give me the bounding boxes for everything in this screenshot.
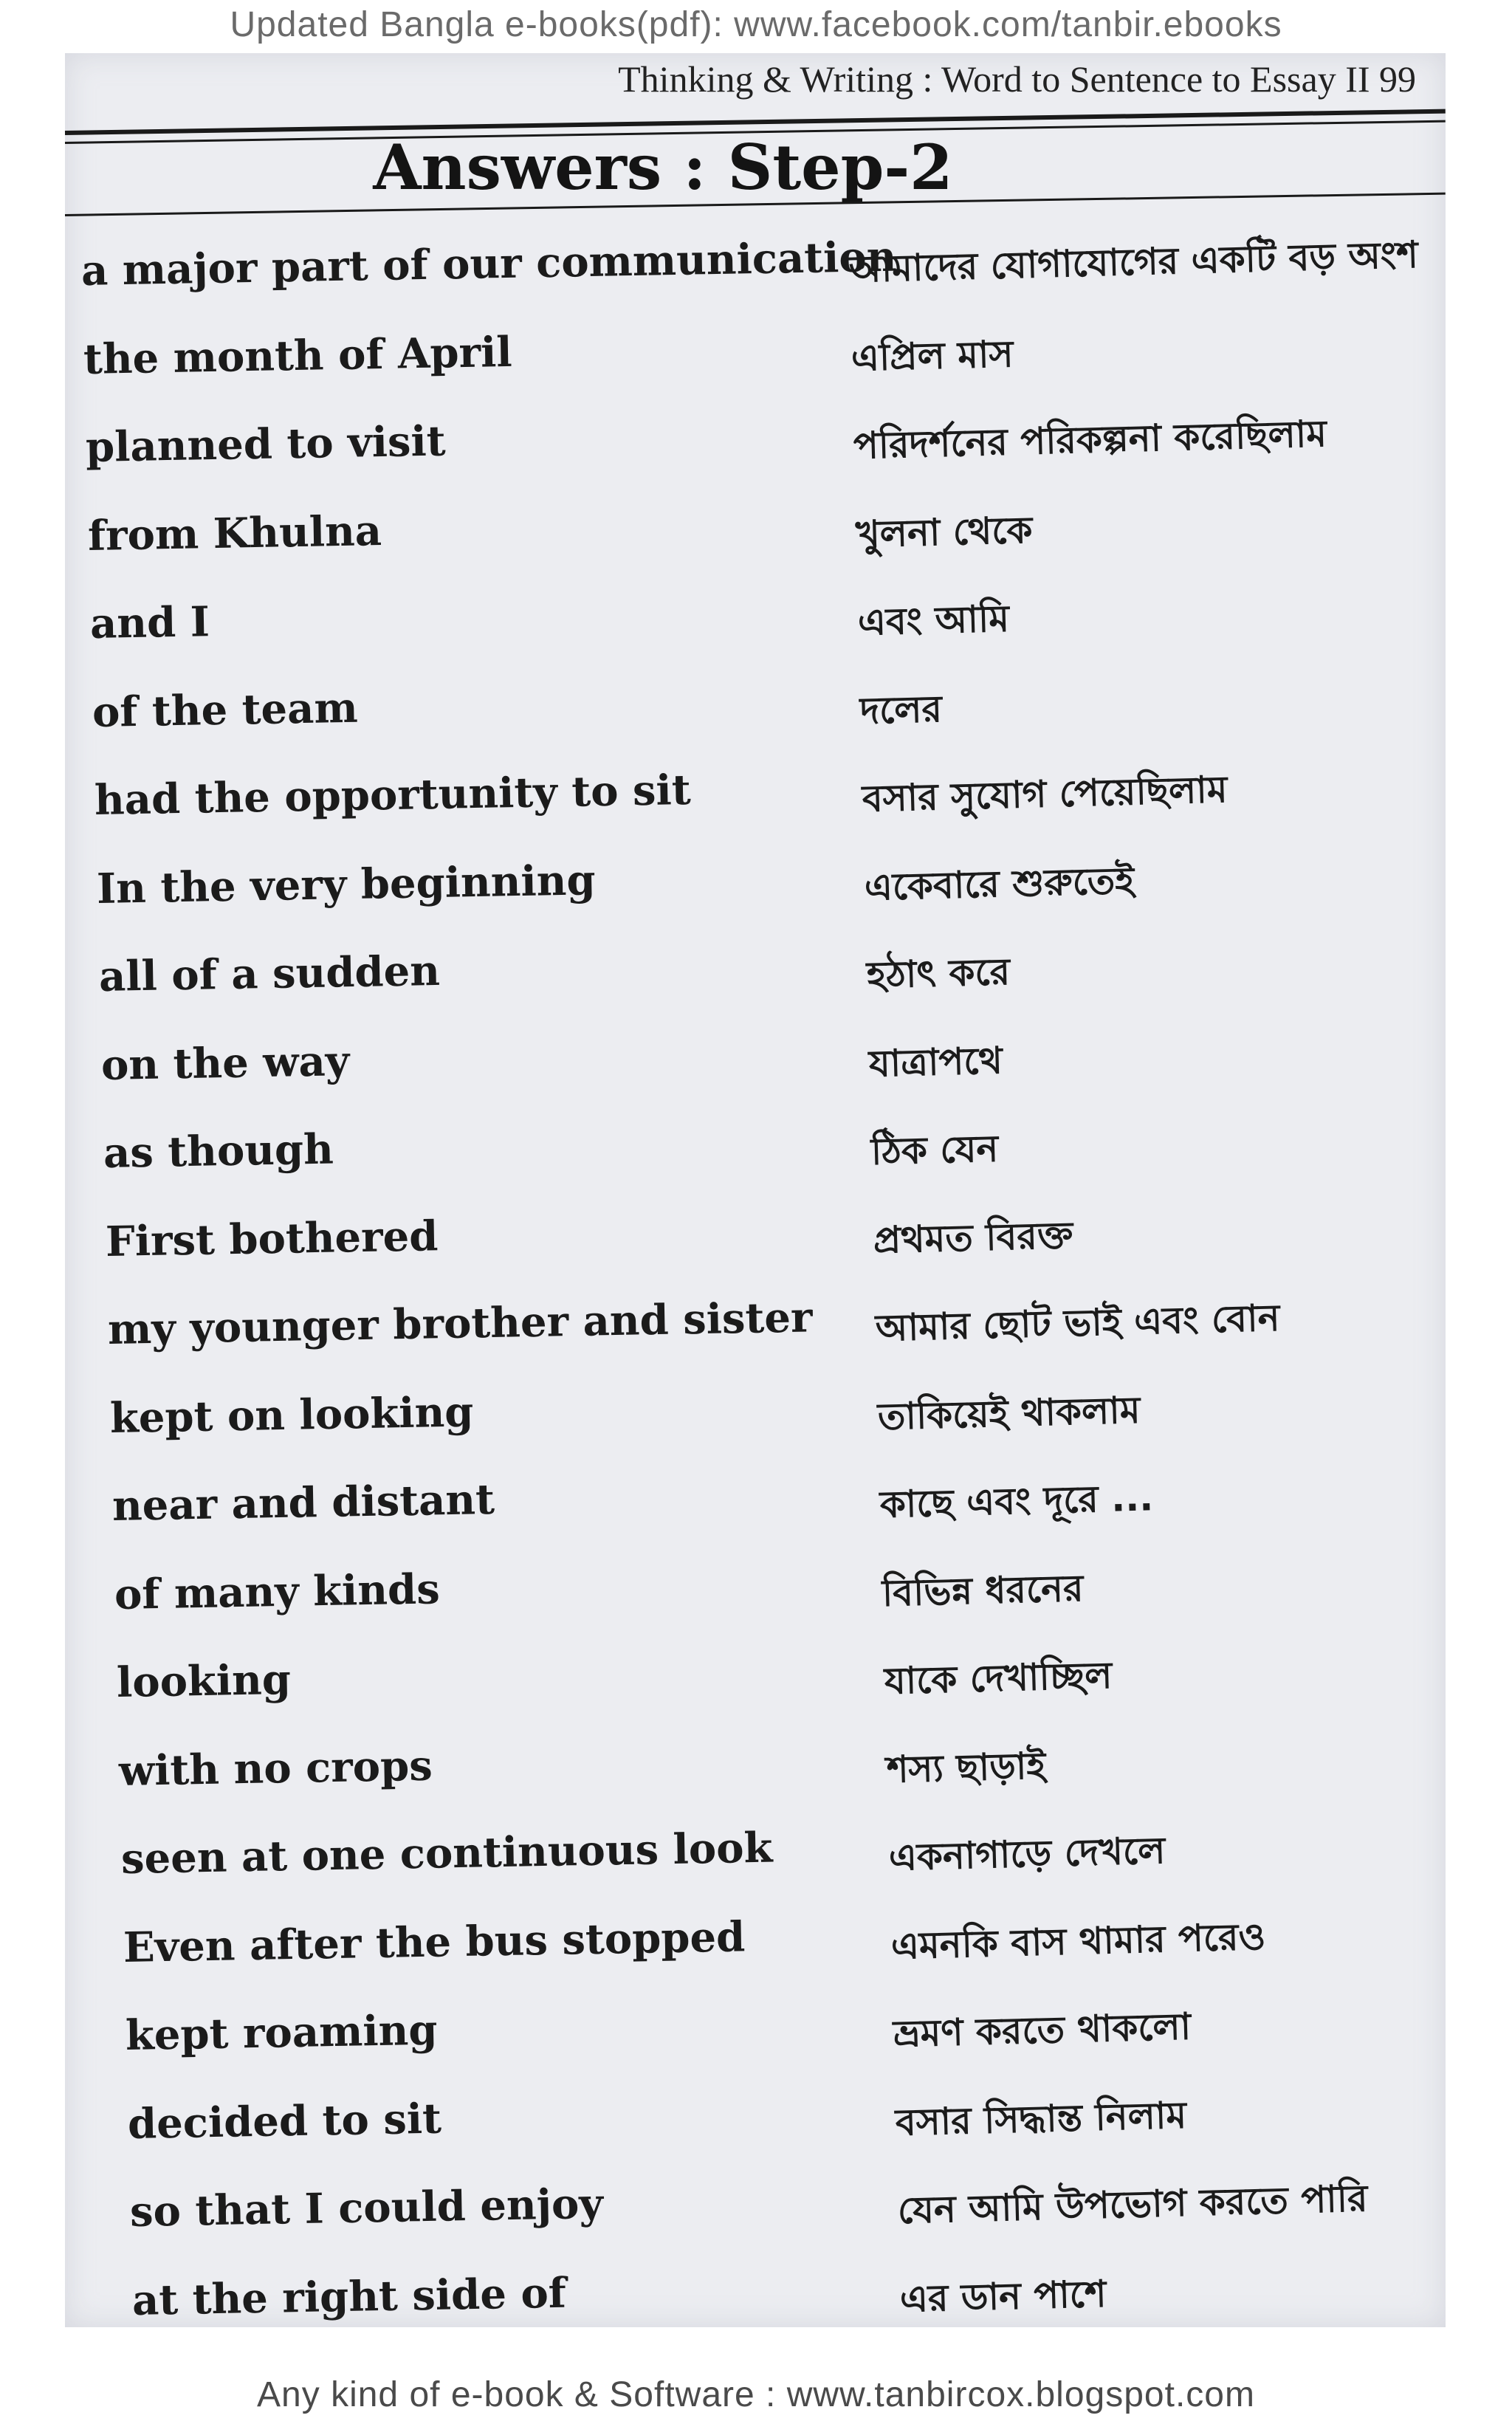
english-phrase: as though xyxy=(103,1124,334,1178)
answer-row xyxy=(65,232,1446,306)
answer-row xyxy=(65,1741,1446,1806)
english-phrase: with no crops xyxy=(118,1741,433,1796)
answer-row xyxy=(65,1823,1446,1894)
english-phrase: near and distant xyxy=(111,1474,495,1531)
bangla-meaning: এবং আমি xyxy=(857,597,1010,644)
bangla-meaning: এপ্রিল মাস xyxy=(850,332,1014,380)
answer-row xyxy=(65,1474,1446,1541)
bangla-meaning: কাছে এবং দূরে ... xyxy=(879,1476,1154,1526)
answer-row xyxy=(65,946,1446,1012)
bangla-meaning: বিভিন্ন ধরনের xyxy=(882,1566,1085,1615)
answer-row xyxy=(65,506,1446,571)
answer-row xyxy=(65,1036,1446,1100)
bangla-meaning: খুলনা থেকে xyxy=(855,508,1034,556)
answer-row xyxy=(65,1293,1446,1364)
english-phrase: all of a sudden xyxy=(98,946,441,1001)
bangla-meaning: তাকিয়েই থাকলাম xyxy=(877,1388,1141,1438)
english-phrase: kept roaming xyxy=(125,2005,439,2060)
answer-row xyxy=(65,2005,1446,2070)
answer-row xyxy=(65,683,1446,747)
bangla-meaning: আমার ছোট ভাই এবং বোন xyxy=(875,1296,1281,1350)
answer-row xyxy=(65,1124,1446,1188)
english-phrase: on the way xyxy=(100,1036,350,1090)
bangla-meaning: শস্য ছাড়াই xyxy=(886,1743,1047,1791)
bangla-meaning: ভ্রমণ করতে থাকলো xyxy=(893,2005,1192,2056)
english-phrase: looking xyxy=(116,1655,292,1707)
answer-row xyxy=(65,765,1446,835)
english-phrase: kept on looking xyxy=(109,1387,474,1443)
bangla-meaning: যাকে দেখাচ্ছিল xyxy=(884,1653,1113,1703)
answer-row xyxy=(65,412,1446,482)
bangla-meaning: এমনকি বাস থামার পরেও xyxy=(890,1915,1266,1968)
bangla-meaning: পরিদর্শনের পরিকল্পনা করেছিলাম xyxy=(853,412,1327,467)
running-header: Thinking & Writing : Word to Sentence to Essay II 99 xyxy=(618,58,1416,100)
english-phrase: In the very beginning xyxy=(96,855,597,913)
answer-row xyxy=(65,1912,1446,1982)
bangla-meaning: বসার সুযোগ পেয়েছিলাম xyxy=(862,768,1228,820)
bangla-meaning: বসার সিদ্ধান্ত নিলাম xyxy=(895,2093,1187,2144)
answer-row xyxy=(65,597,1446,659)
answer-row xyxy=(65,2268,1446,2335)
english-phrase: and I xyxy=(89,597,210,648)
english-phrase: so that I could enjoy xyxy=(129,2179,604,2236)
watermark-top: Updated Bangla e-books(pdf): www.facebook.com/tanbir.ebooks xyxy=(230,5,1282,44)
english-phrase: had the opportunity to sit xyxy=(94,765,692,825)
english-phrase: First bothered xyxy=(105,1211,439,1266)
bangla-meaning: হঠাৎ করে xyxy=(866,949,1011,997)
bangla-meaning: একনাগাড়ে দেখলে xyxy=(888,1829,1166,1879)
english-phrase: at the right side of xyxy=(131,2268,567,2325)
answer-row xyxy=(65,1653,1446,1717)
answer-row xyxy=(65,1211,1446,1277)
answer-row xyxy=(65,1564,1446,1630)
english-phrase: of the team xyxy=(92,683,359,737)
answers-list xyxy=(65,53,1446,2327)
bangla-meaning: দলের xyxy=(859,687,943,732)
english-phrase: of many kinds xyxy=(114,1564,441,1619)
answer-row xyxy=(65,327,1446,394)
section-title: Answers : Step-2 xyxy=(373,131,953,204)
bangla-meaning: ঠিক যেন xyxy=(870,1127,999,1173)
english-phrase: decided to sit xyxy=(127,2094,442,2149)
english-phrase: planned to visit xyxy=(85,416,447,472)
answer-row xyxy=(65,2177,1446,2247)
bangla-meaning: আমাদের যোগাযোগের একটি বড় অংশ xyxy=(848,233,1419,291)
english-phrase: my younger brother and sister xyxy=(107,1293,814,1354)
english-phrase: Even after the bus stopped xyxy=(123,1912,746,1972)
bangla-meaning: যেন আমি উপভোগ করতে পারি xyxy=(897,2177,1369,2232)
answer-row xyxy=(65,1387,1446,1453)
answer-row xyxy=(65,855,1446,924)
watermark-bottom: Any kind of e-book & Software : www.tanbircox.blogspot.com xyxy=(257,2375,1255,2414)
bangla-meaning: একেবারে শুরুতেই xyxy=(864,858,1135,909)
answer-row xyxy=(65,2093,1446,2159)
english-phrase: from Khulna xyxy=(87,506,382,560)
bangla-meaning: প্রথমত বিরক্ত xyxy=(873,1213,1074,1262)
english-phrase: seen at one continuous look xyxy=(120,1823,773,1883)
book-page xyxy=(65,53,1446,2327)
bangla-meaning: এর ডান পাশে xyxy=(899,2272,1107,2321)
english-phrase: the month of April xyxy=(83,327,513,384)
bangla-meaning: যাত্রাপথে xyxy=(868,1038,1003,1085)
english-phrase: a major part of our communication xyxy=(80,232,897,295)
